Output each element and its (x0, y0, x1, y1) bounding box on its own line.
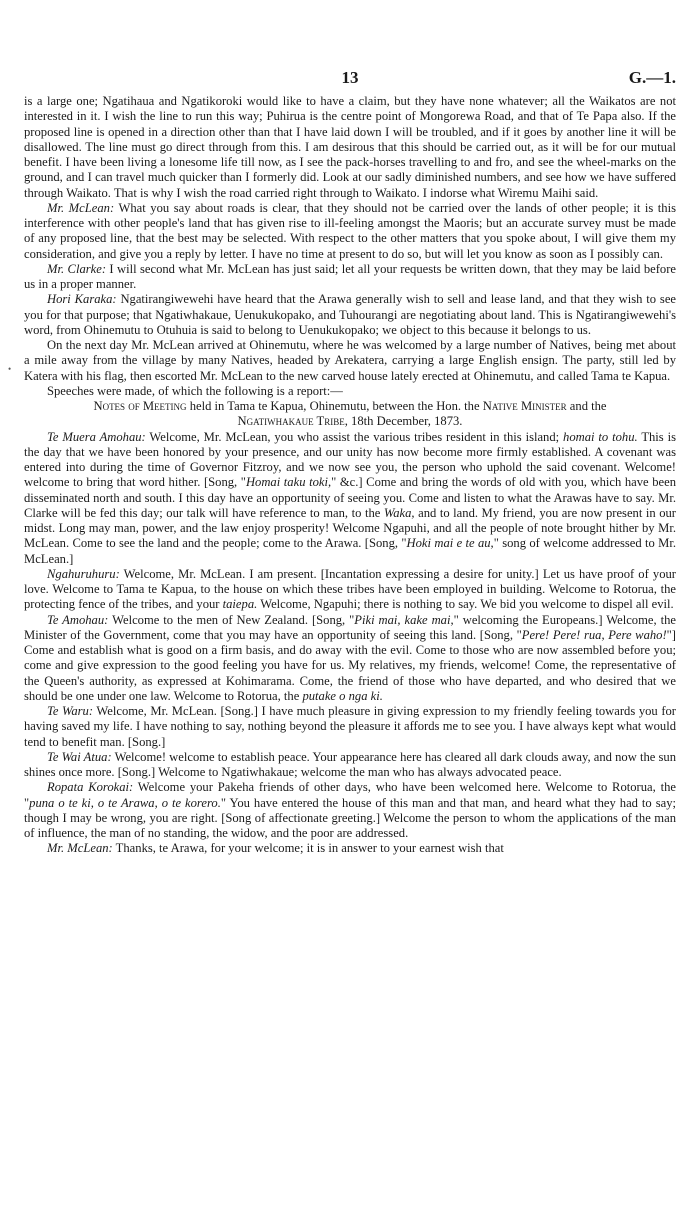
speaker-name: Ngahuruhuru: (47, 566, 120, 581)
speech-text: Ngatirangiwewehi have heard that the Arawa generally wish to sell and lease land, and that they wish to see you for that purpose; that Ngatiwhakaue, Uenukukopako, and Tuhourangi are negotiating about land. This is Ngatirangiwewehi's word, from Ohinemutu to Otuhuia is said to belong to Uenukukopako; we object to this because it belongs to us. (24, 292, 676, 337)
maori-phrase: puna o te ki, o te Arawa, o te korero. (29, 795, 221, 810)
speech-text: This is the day that we have been honored by your presence, and our unity has now become more firmly established. A covenant was entered into during the time of Governor Fitzroy, and we now see you, the person who uphold the said covenant. Welcome! welcome to bring that word hither. [Song, " (24, 429, 676, 490)
title-tribe: Ngatiwhakaue Tribe (237, 414, 345, 429)
speech-text: Thanks, te Arawa, for your welcome; it is in answer to your earnest wish that (112, 841, 504, 856)
maori-phrase: homai to tohu. (563, 429, 638, 444)
speech-text: Welcome your Pakeha friends of other days, who have been welcomed here. Welcome to Rotorua, the " (24, 780, 676, 810)
paragraph-continued (24, 94, 676, 201)
song-title: Piki mai, kake mai, (354, 612, 454, 627)
speech-text: " You have entered the house of this man and that man, and heard what they had to say; though I may be wrong, you are right. [Song of affectionate greeting.] Welcome the person to whom the applications of the man of influence, the man of no standing, the widow, and the poor are addressed. (24, 795, 676, 840)
speech-ropata-korokai (24, 780, 676, 841)
speech-text: " &c.] Come and bring the words of old with you, which have been disseminated north and south. I this day have an opportunity of seeing you. Come and listen to what the Arawas have to say. Mr. Clarke will be fed this day; our talk will have reference to man, to the (24, 475, 677, 520)
maori-phrase: Waka, (383, 505, 415, 520)
speech-text: I will second what Mr. McLean has just said; let all your requests be written down, that they may be laid before us in a proper manner. (24, 261, 676, 291)
song-title: Hoki mai e te au, (406, 536, 494, 551)
section-title (24, 399, 676, 430)
maori-phrase: putake o nga ki. (302, 688, 383, 703)
title-text: and the (566, 399, 607, 413)
page-header (24, 68, 676, 92)
title-notes-of-meeting: Notes of Meeting (93, 399, 187, 413)
speech-mclean-roads (24, 201, 676, 262)
paragraph-text: is a large one; Ngatihaua and Ngatikoroki would like to have a claim, but they have none whatever; all the Waikatos are not interested in it. I wish the line to run this way; Puhirua is the centre point of Mongorewa Road, and that of Te Papa also. If the proposed line is opened in a direction other than that I have laid down I will be troubled, and if it goes by another line it will be disallowed. The line must go direct through from this. I am desirous that this should be carried out, as it will be for our mutual benefit. I have been living a lonesome life till now, as I see the pack-horses travelling to and fro, and see the wheel-marks on the ground, and I can travel much quicker than I formerly did. Look at our sadly diminished numbers, and see how we have suffered through Waikato. That is why I wish the road carried right through to Waikato. I indorse what Wiremu Maihi said. (24, 94, 676, 200)
speaker-name: Te Waru: (47, 704, 94, 718)
speaker-name: Hori Karaka: (47, 292, 117, 307)
narrative-paragraph (24, 384, 676, 399)
paragraph-text: On the next day Mr. McLean arrived at Ohinemutu, where he was welcomed by a large number of Natives, being met about a mile away from the village by many Natives, headed by Arekatera, carrying a large English ensign. The party, still led by Katera with his flag, then escorted Mr. McLean to the new carved house lately erected at Ohinemutu, and called Tama te Kapua. (24, 338, 676, 383)
speech-text: "] Come and establish what is good on a firm basis, and do away with the evil. Come to those who are now assembled before you; come and give expression to the good feeling you have for us. My relatives, my friends, welcome! Come, the representative of the Queen's authority, as expressed at Kohimarama. Come, the friend of those who have departed, and who desired that we should be one under one law. Welcome to Rotorua, the (24, 627, 676, 703)
speech-te-wai-atua (24, 750, 676, 781)
speech-text: Welcome, Mr. McLean, you who assist the various tribes resident in this island; (145, 429, 564, 444)
narrative-paragraph (24, 338, 676, 384)
speaker-name: Mr. McLean: (47, 841, 113, 856)
speech-text: What you say about roads is clear, that they should not be carried over the lands of other people; it is this interference with other people's land that has given rise to ill-feeling amongst the Maoris; but an accurate survey must be made of any proposed line, that the best may be selected. With respect to the other matters that you spoke about, I will give them my consideration, and give you a reply by letter. I have no time at present to do so, but will let you know as soon as I possibly can. (24, 200, 676, 261)
speech-hori-karaka (24, 292, 676, 338)
speech-text: Welcome to the men of New Zealand. [Song, " (108, 612, 355, 627)
speech-mclean-reply (24, 841, 676, 856)
song-title: Pere! Pere! rua, Pere waho! (521, 627, 667, 642)
speech-te-amohau (24, 613, 676, 705)
speech-text: " song of welcome addressed to Mr. McLean.] (24, 536, 676, 566)
title-date: , 18th December, 1873. (344, 414, 463, 429)
speech-text: " welcoming the Europeans.] Welcome, the Minister of the Government, come that you may have an opportunity of seeing this land. [Song, " (24, 612, 676, 642)
speech-te-muera-amohau (24, 430, 676, 567)
speech-text: Welcome, Mr. McLean. [Song.] I have much pleasure in giving expression to my friendly feeling towards you for having saved my life. I have nothing to say, nothing beyond the pleasure it affords me to see you. I have always kept what would tend to benefit man. [Song.] (24, 704, 677, 749)
page-number: 13 (341, 68, 359, 87)
maori-phrase: taiepa. (222, 597, 258, 612)
speech-ngahuruhuru (24, 567, 676, 613)
paragraph-text: Speeches were made, of which the following is a report:— (47, 383, 343, 398)
speech-te-waru (24, 704, 676, 750)
document-code: G.—1. (628, 68, 676, 87)
speech-text: and to land. My friend, you are now present in our midst. Long may man, power, and the law enjoy prosperity! Welcome Ngapuhi, and all the people of note brought hither by Mr. McLean. Come to see the land and the people; come to the Arawa. [Song, " (24, 505, 677, 551)
speaker-name: Te Amohau: (47, 612, 109, 627)
song-title: Homai taku toki, (245, 475, 332, 490)
speech-text: Welcome, Mr. McLean. I am present. [Incantation expressing a desire for unity.] Let us have proof of your love. Welcome to Tama te Kapua, to the house on which these tribes have been employed in building. Welcome to Rotorua, the protecting fence of the tribes, and your (24, 566, 676, 612)
speaker-name: Ropata Korokai: (47, 780, 134, 795)
speech-clarke (24, 262, 676, 293)
title-native-minister: Native Minister (482, 399, 567, 413)
speaker-name: Mr. McLean: (47, 200, 115, 215)
speaker-name: Te Muera Amohau: (47, 429, 146, 444)
speech-text: Welcome, Ngapuhi; there is nothing to say. We bid you welcome to dispel all evil. (257, 597, 674, 612)
document-body (24, 94, 676, 857)
speaker-name: Te Wai Atua: (47, 749, 112, 764)
speaker-name: Mr. Clarke: (47, 261, 107, 276)
speech-text: Welcome! welcome to establish peace. Your appearance here has cleared all dark clouds away, and now the sun shines once more. [Song.] Welcome to Ngatiwhakaue; welcome the man who has always advocated peace. (24, 749, 676, 779)
title-text: held in Tama te Kapua, Ohinemutu, between the Hon. the (186, 399, 483, 413)
margin-mark: • (8, 364, 12, 374)
